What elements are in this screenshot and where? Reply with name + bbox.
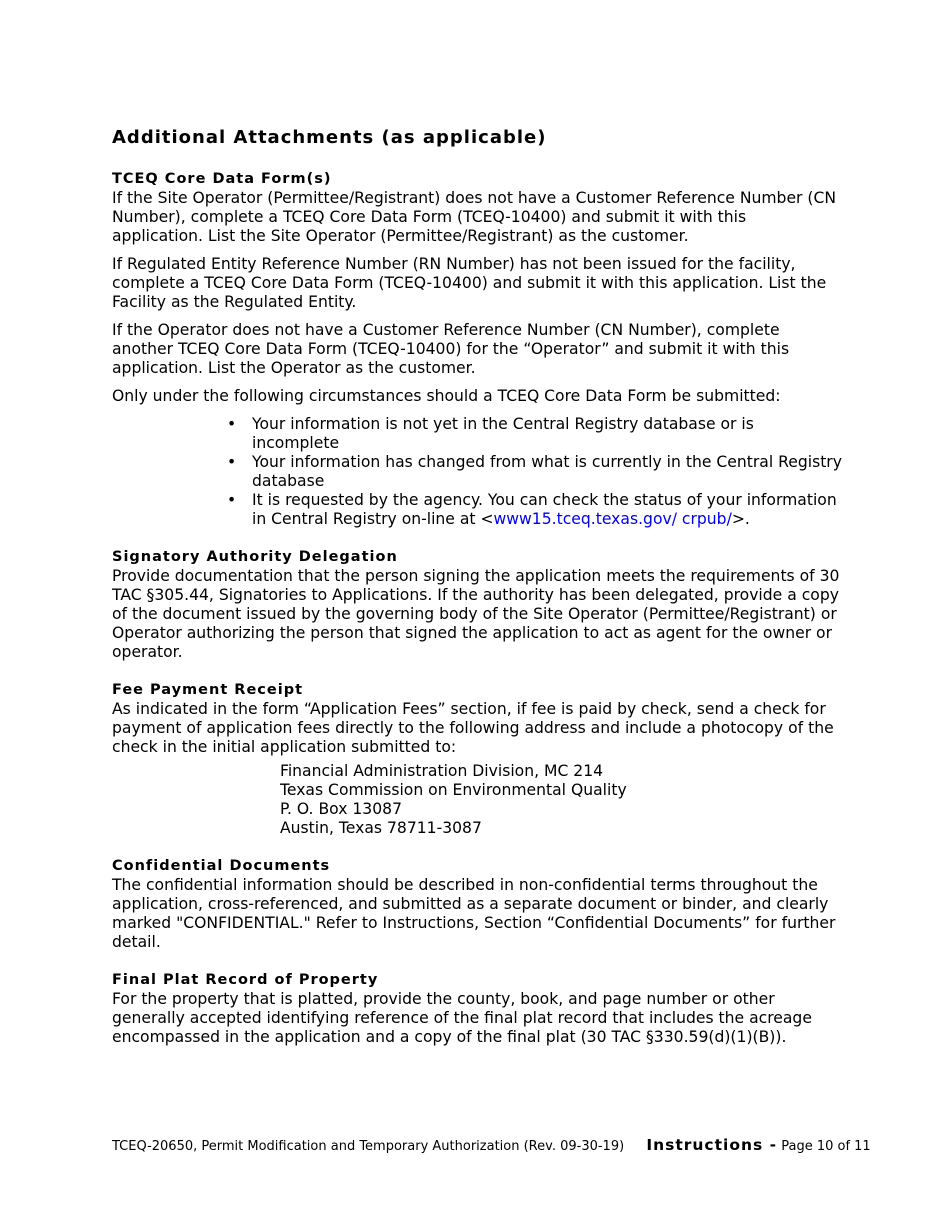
fee-heading: Fee Payment Receipt — [112, 682, 304, 698]
address-line: Texas Commission on Environmental Quality — [280, 781, 627, 799]
core-data-section — [112, 170, 842, 529]
address-line: Austin, Texas 78711-3087 — [280, 819, 482, 837]
page-title: Additional Attachments (as applicable) — [112, 127, 547, 148]
bullet-icon: • — [227, 453, 237, 471]
footer-page-number: Page 10 of 11 — [781, 1139, 871, 1154]
list-item — [227, 415, 842, 453]
plat-section — [112, 971, 842, 1047]
core-data-paragraph-4: Only under the following circumstances should a TCEQ Core Data Form be submitted: — [112, 387, 781, 405]
circumstances-list — [112, 415, 842, 529]
signatory-heading: Signatory Authority Delegation — [112, 549, 398, 565]
address-line: Financial Administration Division, MC 214 — [280, 762, 604, 780]
bullet-icon: • — [227, 491, 237, 509]
central-registry-link[interactable]: www15.tceq.texas.gov/ crpub/ — [493, 510, 732, 528]
list-item-text: Your information has changed from what is currently in the Central Registry database — [252, 453, 842, 490]
confidential-paragraph: The confidential information should be described in non-confidential terms throughout the application, cross-referenced, and submitted as a separate document or binder, and clearly marked "CONFIDENTIAL." Refer to Instructions, Section “Confidential Documents” for further detail. — [112, 876, 836, 951]
footer-form-title: TCEQ-20650, Permit Modification and Temporary Authorization (Rev. 09-30-19) — [112, 1139, 625, 1154]
signatory-paragraph: Provide documentation that the person signing the application meets the requirements of 30 TAC §305.44, Signatories to Applications. If the authority has been delegated, provide a copy of the document issued by the governing body of the Site Operator (Permittee/Registrant) or Operator authorizing the person that signed the application to act as agent for the owner or operator. — [112, 567, 840, 661]
plat-paragraph: For the property that is platted, provide the county, book, and page number or other generally accepted identifying reference of the final plat record that includes the acreage encompassed in the application and a copy of the final plat (30 TAC §330.59(d)(1)(B)). — [112, 990, 812, 1046]
core-data-heading: TCEQ Core Data Form(s) — [112, 171, 332, 187]
page-footer — [112, 1135, 871, 1157]
bullet-icon: • — [227, 415, 237, 433]
list-item — [227, 491, 842, 529]
confidential-section — [112, 857, 842, 952]
list-item-text: It is requested by the agency. You can check the status of your information in Central Registry on-line at < — [252, 491, 837, 528]
list-item-text-end: >. — [731, 510, 750, 528]
footer-instructions-label: Instructions - — [646, 1136, 778, 1154]
plat-heading: Final Plat Record of Property — [112, 972, 379, 988]
signatory-section — [112, 548, 842, 662]
mailing-address — [280, 762, 842, 838]
core-data-paragraph-3: If the Operator does not have a Customer Reference Number (CN Number), complete another TCEQ Core Data Form (TCEQ-10400) for the “Operator” and submit it with this application. List the Operator as the customer. — [112, 321, 790, 377]
core-data-paragraph-2: If Regulated Entity Reference Number (RN Number) has not been issued for the facility, complete a TCEQ Core Data Form (TCEQ-10400) and submit it with this application. List the Facility as the Regulated Entity. — [112, 255, 827, 311]
list-item — [227, 453, 842, 491]
confidential-heading: Confidential Documents — [112, 858, 331, 874]
list-item-text: Your information is not yet in the Central Registry database or is incomplete — [252, 415, 754, 452]
address-line: P. O. Box 13087 — [280, 800, 402, 818]
document-page — [112, 125, 842, 1066]
core-data-paragraph-1: If the Site Operator (Permittee/Registrant) does not have a Customer Reference Number (CN Number), complete a TCEQ Core Data Form (TCEQ-10400) and submit it with this application. List the Site Operator (Permittee/Registrant) as the customer. — [112, 189, 837, 245]
fee-section — [112, 681, 842, 838]
fee-paragraph: As indicated in the form “Application Fees” section, if fee is paid by check, send a check for payment of application fees directly to the following address and include a photocopy of the check in the initial application submitted to: — [112, 700, 834, 756]
